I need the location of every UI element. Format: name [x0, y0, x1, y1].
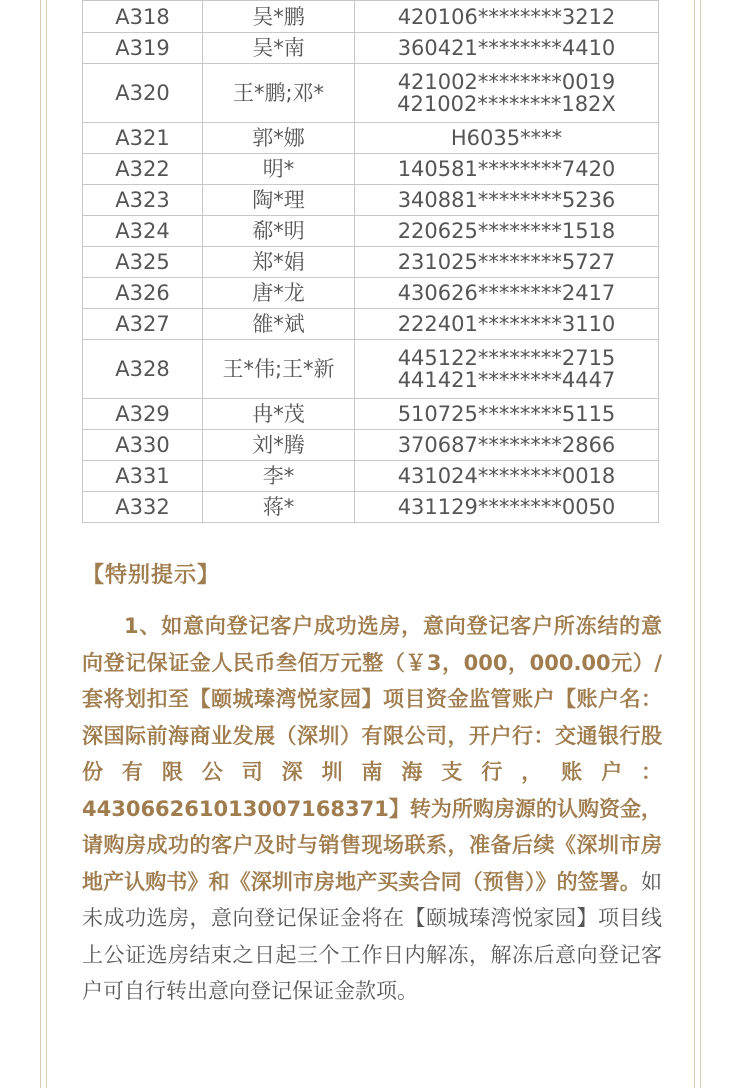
id-number: 421002********182X — [397, 92, 616, 116]
frame-border-right-outer — [700, 0, 701, 1088]
registration-code-cell: A328 — [83, 340, 203, 399]
customer-name-cell: 陶*理 — [203, 185, 355, 216]
id-number: 370687********2866 — [397, 433, 616, 457]
registration-code-cell: A323 — [83, 185, 203, 216]
customer-name-cell: 王*鹏;邓* — [203, 64, 355, 123]
table-row — [83, 123, 659, 154]
registration-code-cell: A322 — [83, 154, 203, 185]
registration-roster-table — [82, 0, 659, 523]
id-number: 510725********5115 — [397, 402, 616, 426]
customer-name-cell: 蒋* — [203, 492, 355, 523]
frame-border-left-outer — [40, 0, 41, 1088]
id-number-cell — [355, 247, 659, 278]
id-number-cell — [355, 278, 659, 309]
table-row — [83, 1, 659, 33]
id-number: H6035**** — [450, 126, 563, 150]
customer-name-cell: 唐*龙 — [203, 278, 355, 309]
table-row — [83, 154, 659, 185]
id-number: 421002********0019 — [397, 70, 616, 94]
id-number-cell — [355, 185, 659, 216]
registration-code-cell: A327 — [83, 309, 203, 340]
customer-name-cell: 冉*茂 — [203, 399, 355, 430]
id-number-cell — [355, 64, 659, 123]
registration-code-cell: A319 — [83, 33, 203, 64]
table-row — [83, 64, 659, 123]
customer-name-cell: 郑*娟 — [203, 247, 355, 278]
notice-normal-text: 如未成功选房，意向登记保证金将在【颐城瑧湾悦家园】项目线上公证选房结束之日起三个工作日内解冻，解冻后意向登记客户可自行转出意向登记保证金款项。 — [82, 869, 662, 1003]
table-row — [83, 185, 659, 216]
registration-code-cell: A318 — [83, 1, 203, 33]
roster-table-body — [83, 1, 659, 523]
table-row — [83, 278, 659, 309]
id-number: 420106********3212 — [397, 4, 616, 29]
id-number-cell — [355, 123, 659, 154]
frame-border-left-inner — [46, 0, 47, 1088]
notice-title: 【特别提示】 — [82, 563, 221, 588]
table-row — [83, 340, 659, 399]
customer-name-cell: 李* — [203, 461, 355, 492]
customer-name-cell: 吴*鹏 — [203, 1, 355, 33]
id-number-cell — [355, 340, 659, 399]
id-number-cell — [355, 399, 659, 430]
table-row — [83, 492, 659, 523]
registration-code-cell: A329 — [83, 399, 203, 430]
registration-code-cell: A324 — [83, 216, 203, 247]
registration-code-cell: A325 — [83, 247, 203, 278]
registration-code-cell: A326 — [83, 278, 203, 309]
id-number: 431129********0050 — [397, 495, 616, 519]
registration-code-cell: A330 — [83, 430, 203, 461]
id-number-cell — [355, 492, 659, 523]
notice-body — [82, 608, 662, 1010]
id-number-cell — [355, 309, 659, 340]
registration-code-cell: A332 — [83, 492, 203, 523]
registration-code-cell: A321 — [83, 123, 203, 154]
id-number: 340881********5236 — [397, 188, 616, 212]
id-number-cell — [355, 154, 659, 185]
customer-name-cell: 郗*明 — [203, 216, 355, 247]
table-row — [83, 461, 659, 492]
table-row — [83, 309, 659, 340]
frame-border-right-inner — [694, 0, 695, 1088]
registration-code-cell: A331 — [83, 461, 203, 492]
id-number: 441421********4447 — [397, 368, 616, 392]
id-number: 431024********0018 — [397, 464, 616, 488]
notice-emphasis-text: 1、如意向登记客户成功选房，意向登记客户所冻结的意向登记保证金人民币叁佰万元整（￥3，000，000.00元）/套将划扣至【颐城瑧湾悦家园】项目资金监管账户【账户名：深国际前海商业发展（深圳）有限公司，开户行：交通银行股份有限公司深圳南海支行，账户：443066261013007168371】转为所购房源的认购资金，请购房成功的客户及时与销售现场联系，准备后续《深圳市房地产认购书》和《深圳市房地产买卖合同（预售）》的签署。 — [82, 614, 662, 894]
table-row — [83, 33, 659, 64]
id-number-cell — [355, 430, 659, 461]
id-number-cell — [355, 216, 659, 247]
registration-code-cell: A320 — [83, 64, 203, 123]
id-number: 140581********7420 — [397, 157, 616, 181]
id-number: 360421********4410 — [397, 36, 616, 60]
id-number: 430626********2417 — [397, 281, 616, 305]
customer-name-cell: 雒*斌 — [203, 309, 355, 340]
id-number-cell — [355, 1, 659, 33]
customer-name-cell: 明* — [203, 154, 355, 185]
id-number-cell — [355, 461, 659, 492]
table-row — [83, 399, 659, 430]
customer-name-cell: 刘*腾 — [203, 430, 355, 461]
table-row — [83, 430, 659, 461]
id-number: 222401********3110 — [397, 312, 616, 336]
table-row — [83, 216, 659, 247]
customer-name-cell: 郭*娜 — [203, 123, 355, 154]
id-number-cell — [355, 33, 659, 64]
id-number: 445122********2715 — [397, 346, 616, 370]
table-row — [83, 247, 659, 278]
id-number: 231025********5727 — [397, 250, 616, 274]
id-number: 220625********1518 — [397, 219, 616, 243]
customer-name-cell: 吴*南 — [203, 33, 355, 64]
customer-name-cell: 王*伟;王*新 — [203, 340, 355, 399]
